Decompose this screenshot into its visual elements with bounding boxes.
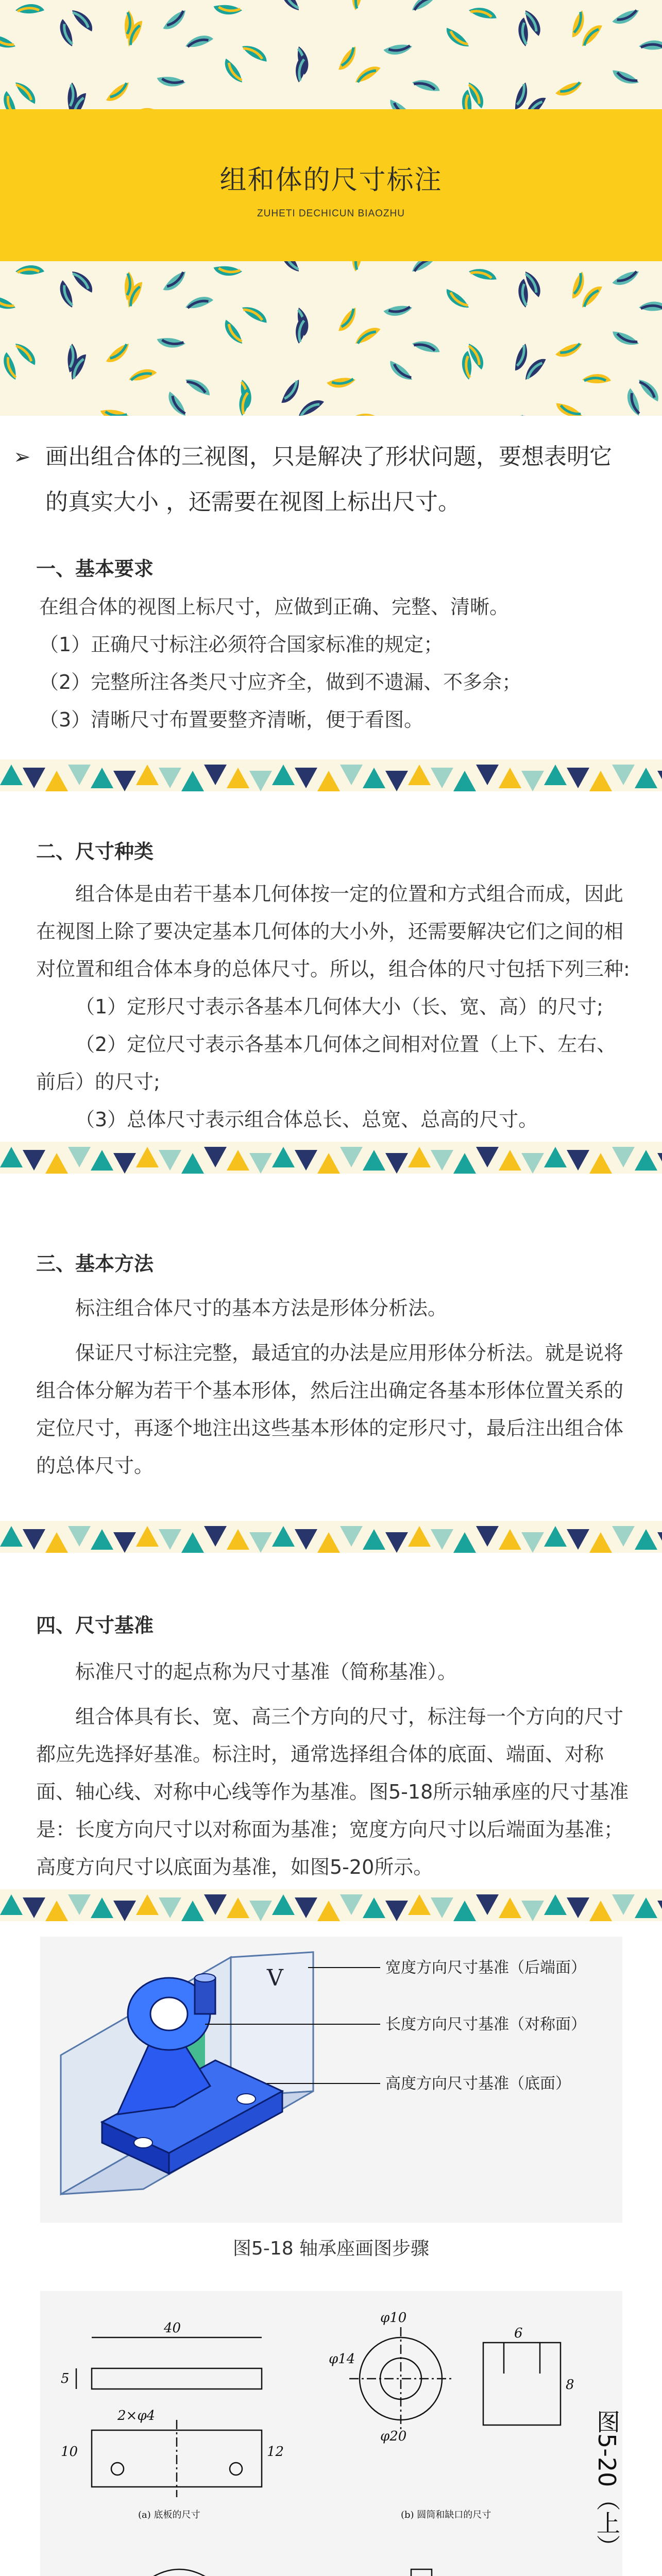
decorative-pattern-bottom (0, 261, 662, 416)
leaf-shape (241, 41, 270, 64)
triangle-shape (136, 1526, 159, 1547)
leaf-shape (13, 78, 39, 106)
triangle-shape (385, 1532, 408, 1553)
triangle-shape (113, 1532, 136, 1553)
triangle-shape (159, 768, 181, 788)
triangle-shape (612, 765, 635, 785)
triangle-shape (295, 1150, 317, 1171)
leaf-shape (336, 306, 361, 334)
triangle-shape (91, 1529, 113, 1550)
triangle-shape (181, 1532, 204, 1553)
triangle-shape (567, 1897, 589, 1918)
triangle-shape (431, 1897, 453, 1918)
dim-label: φ14 (328, 2351, 355, 2367)
triangle-shape (340, 1526, 363, 1547)
triangle-shape (340, 1147, 363, 1167)
leaf-shape (468, 4, 498, 21)
triangle-shape (249, 771, 272, 791)
dim-label: 2×φ4 (117, 2408, 155, 2424)
triangle-shape (136, 1147, 159, 1167)
triangle-shape (249, 1901, 272, 1921)
leaf-shape (0, 32, 16, 52)
triangle-shape (544, 765, 567, 785)
subfigure-caption: (a) 底板的尺寸 (138, 2510, 200, 2520)
section-paragraph: 组合体具有长、宽、高三个方向的尺寸，标注每一个方向的尺寸都应先选择好基准。标注时，通常选择组合体的底面、端面、对称面、轴心线、对称中心线等作为基准。图5-18所示轴承座的尺寸基准是：长度方向尺寸以对称面为基准；宽度方向尺寸以后端面为基准；高度方向尺寸以底面为基准，如图5-20所示。 (36, 1705, 629, 1878)
triangle-shape (45, 771, 68, 791)
section-basic-method (0, 1248, 662, 1485)
triangle-shape (204, 765, 227, 785)
leaf-shape (1, 351, 19, 382)
leaf-shape (354, 410, 385, 416)
triangle-shape (91, 1897, 113, 1918)
decorative-pattern-top (0, 0, 662, 109)
triangle-shape (657, 771, 662, 791)
triangle-shape (567, 768, 589, 788)
triangle-shape (0, 1894, 23, 1915)
triangle-shape (272, 1147, 295, 1167)
triangle-shape (227, 1897, 249, 1918)
decorative-divider (0, 1521, 662, 1553)
triangle-shape (295, 1897, 317, 1918)
triangle-shape (45, 1153, 68, 1174)
triangle-shape (499, 1529, 521, 1550)
leaf-shape (70, 267, 96, 295)
figure-dimensioning-upper (40, 2291, 622, 2576)
triangle-shape (204, 1147, 227, 1167)
triangle-pattern-icon (0, 1142, 662, 1174)
dim-label: φ10 (380, 2310, 406, 2326)
triangle-shape (431, 768, 453, 788)
leaf-shape (184, 294, 214, 311)
leaf-shape (70, 6, 96, 33)
leaf-shape (349, 261, 364, 272)
triangle-shape (91, 768, 113, 788)
intro-block (0, 416, 662, 525)
leaf-shape (0, 293, 16, 313)
triangle-shape (272, 765, 295, 785)
leaf-shape (221, 57, 245, 86)
triangle-shape (113, 1153, 136, 1174)
triangle-shape (499, 1897, 521, 1918)
subfigure-caption: (b) 圆筒和缺口的尺寸 (400, 2510, 491, 2520)
dim-label: 40 (163, 2320, 181, 2336)
section-paragraph: 标注组合体尺寸的基本方法是形体分析法。 (75, 1297, 448, 1319)
triangle-shape (204, 1894, 227, 1915)
width-datum-label: 宽度方向尺寸基准（后端面） (385, 1959, 586, 1977)
triangle-shape (499, 1150, 521, 1171)
triangle-shape (136, 765, 159, 785)
length-datum-label: 长度方向尺寸基准（对称面） (385, 2015, 586, 2033)
triangle-shape (363, 1897, 385, 1918)
leaf-shape (127, 106, 158, 109)
triangle-shape (227, 768, 249, 788)
leaf-shape (349, 0, 364, 11)
triangle-shape (181, 771, 204, 791)
leaf-shape (636, 376, 662, 403)
triangle-shape (431, 1150, 453, 1171)
triangle-shape (521, 1153, 544, 1174)
triangle-shape (159, 1897, 181, 1918)
triangle-shape (317, 1532, 340, 1553)
section-title: 四、尺寸基准 (36, 1614, 154, 1637)
section-paragraph: 标准尺寸的起点称为尺寸基准（简称基准）。 (75, 1660, 457, 1683)
decorative-divider (0, 759, 662, 791)
figure-side-label: 图5-20（上） (592, 2410, 621, 2558)
triangle-shape (567, 1150, 589, 1171)
triangle-shape (68, 1526, 91, 1547)
triangle-shape (635, 1529, 657, 1550)
leaf-shape (468, 265, 498, 282)
leaf-shape (277, 0, 301, 14)
triangle-shape (657, 1532, 662, 1553)
triangle-shape (635, 1150, 657, 1171)
triangle-shape (612, 1526, 635, 1547)
triangle-shape (453, 1153, 476, 1174)
leaf-pattern-icon (0, 0, 662, 109)
triangle-shape (68, 765, 91, 785)
triangle-shape (295, 768, 317, 788)
leaf-shape (569, 270, 588, 301)
triangle-shape (453, 1901, 476, 1921)
v-plane-mark: V (266, 1965, 283, 1991)
leaf-shape (184, 375, 213, 398)
leaf-shape (327, 377, 357, 389)
leaf-shape (582, 374, 612, 384)
leaf-shape (462, 351, 472, 380)
triangle-shape (227, 1150, 249, 1171)
leaf-shape (277, 261, 301, 275)
dim-label: 6 (514, 2326, 523, 2341)
triangle-shape (340, 1894, 363, 1915)
list-item: （2）定位尺寸表示各基本几何体之间相对位置（上下、左右、前后）的尺寸; (36, 1033, 617, 1093)
section-basic-requirements (0, 553, 662, 739)
leaf-shape (15, 265, 44, 275)
triangle-shape (589, 1901, 612, 1921)
dim-label: 8 (565, 2377, 574, 2393)
triangle-shape (181, 1901, 204, 1921)
triangle-shape (68, 1147, 91, 1167)
triangle-shape (45, 1901, 68, 1921)
decorative-divider (0, 1142, 662, 1174)
leaf-shape (57, 18, 75, 48)
leaf-shape (241, 302, 270, 326)
section-paragraph: 组合体是由若干基本几何体按一定的位置和方式组合而成，因此在视图上除了要决定基本几何体的大小外，还需要解决它们之间的相对位置和组合体本身的总体尺寸。所以，组合体的尺寸包括下列三种: (36, 883, 630, 980)
triangle-shape (657, 1901, 662, 1921)
leaf-shape (554, 341, 585, 360)
triangle-shape (385, 1901, 408, 1921)
leaf-shape (639, 301, 662, 311)
leaf-shape (409, 0, 438, 13)
triangle-shape (363, 1529, 385, 1550)
leaf-shape (518, 18, 529, 47)
leaf-shape (156, 75, 186, 89)
triangle-shape (385, 771, 408, 791)
triangle-pattern-icon (0, 1889, 662, 1921)
triangle-shape (317, 1901, 340, 1921)
triangle-shape (0, 1147, 23, 1167)
dim-label: 12 (266, 2444, 284, 2460)
leaf-shape (462, 90, 472, 109)
triangle-shape (227, 1529, 249, 1550)
triangle-shape (68, 1894, 91, 1915)
triangle-shape (589, 1153, 612, 1174)
leaf-shape (13, 340, 39, 367)
leaf-shape (554, 79, 585, 99)
triangle-shape (476, 1526, 499, 1547)
section-paragraph: 在组合体的视图上标尺寸，应做到正确、完整、清晰。 (39, 596, 510, 618)
triangle-shape (363, 768, 385, 788)
leaf-shape (383, 43, 413, 56)
triangle-shape (521, 1901, 544, 1921)
list-item: （2）完整所注各类尺寸应齐全，做到不遗漏、不多余； (39, 671, 522, 693)
leaf-shape (57, 279, 75, 310)
leaf-shape (411, 337, 442, 355)
leaf-shape (386, 359, 414, 384)
triangle-shape (476, 765, 499, 785)
triangle-shape (295, 1529, 317, 1550)
dim-label: φ20 (380, 2429, 406, 2444)
leaf-shape (99, 408, 129, 416)
triangle-shape (363, 1150, 385, 1171)
triangle-shape (249, 1532, 272, 1553)
triangle-shape (385, 1153, 408, 1174)
leaf-shape (512, 343, 531, 373)
leaf-shape (512, 81, 531, 109)
triangle-shape (272, 1894, 295, 1915)
triangle-shape (567, 1529, 589, 1550)
dimension-drawing-upper (40, 2291, 622, 2576)
triangle-shape (113, 1901, 136, 1921)
leaf-shape (518, 279, 529, 308)
triangle-shape (249, 1153, 272, 1174)
triangle-shape (408, 1147, 431, 1167)
triangle-shape (45, 1532, 68, 1553)
decorative-divider (0, 1889, 662, 1921)
section-datum (0, 1609, 662, 1886)
leaf-shape (221, 318, 245, 347)
leaf-shape (184, 33, 214, 49)
title-banner (0, 109, 662, 261)
list-item: （1）正确尺寸标注必须符合国家标准的规定； (39, 633, 444, 656)
leaf-shape (104, 341, 132, 366)
leaf-shape (383, 304, 413, 317)
leaf-shape (455, 415, 474, 416)
leaf-shape (47, 413, 76, 416)
dim-label: 5 (60, 2371, 70, 2386)
leaf-shape (610, 67, 640, 88)
triangle-shape (589, 771, 612, 791)
bearing-seat-illustration (40, 1937, 622, 2223)
triangle-shape (23, 1150, 45, 1171)
leaf-shape (161, 8, 190, 33)
triangle-shape (113, 771, 136, 791)
leaf-shape (498, 413, 528, 416)
leaf-pattern-icon (0, 261, 662, 416)
section-paragraph: 保证尺寸标注完整，最适宜的办法是应用形体分析法。就是说将组合体分解为若干个基本形体，然后注出确定各基本形体位置关系的定位尺寸，再逐个地注出这些基本形体的定形尺寸，最后注出组合体的总体尺寸。 (36, 1342, 624, 1477)
leaf-shape (336, 44, 361, 73)
triangle-shape (612, 1147, 635, 1167)
triangle-shape (204, 1526, 227, 1547)
triangle-shape (408, 1526, 431, 1547)
triangle-shape (340, 765, 363, 785)
bullet-arrow-icon: ➢ (13, 445, 31, 469)
leaf-shape (409, 261, 438, 274)
triangle-shape (159, 1150, 181, 1171)
triangle-shape (91, 1150, 113, 1171)
triangle-shape (181, 1153, 204, 1174)
section-title: 三、基本方法 (36, 1252, 154, 1275)
triangle-shape (408, 765, 431, 785)
triangle-shape (23, 1529, 45, 1550)
section-title: 一、基本要求 (36, 557, 154, 580)
triangle-shape (408, 1894, 431, 1915)
triangle-shape (544, 1526, 567, 1547)
leaf-shape (443, 286, 471, 312)
leaf-shape (624, 387, 642, 416)
leaf-shape (409, 413, 430, 416)
dim-label: 10 (60, 2444, 78, 2460)
triangle-shape (453, 771, 476, 791)
leaf-shape (9, 415, 22, 416)
leaf-shape (386, 97, 414, 109)
triangle-shape (431, 1529, 453, 1550)
leaf-shape (611, 7, 641, 27)
triangle-shape (657, 1153, 662, 1174)
triangle-shape (476, 1894, 499, 1915)
triangle-pattern-icon (0, 759, 662, 791)
triangle-shape (317, 1153, 340, 1174)
section-title: 二、尺寸种类 (36, 840, 154, 863)
leaf-shape (213, 3, 243, 16)
leaf-shape (569, 9, 588, 40)
leaf-shape (352, 324, 382, 347)
page-title: 组和体的尺寸标注 (219, 165, 443, 196)
list-item: （3）清晰尺寸布置要整齐清晰，便于看图。 (39, 708, 424, 731)
leaf-shape (104, 80, 132, 105)
section-dimension-types (0, 836, 662, 1139)
leaf-shape (443, 25, 471, 51)
leaf-shape (279, 378, 303, 406)
triangle-pattern-icon (0, 1521, 662, 1553)
height-datum-label: 高度方向尺寸基准（底面） (385, 2075, 571, 2093)
leaf-shape (1, 90, 19, 109)
figure-bearing-seat-3d (40, 1937, 622, 2223)
triangle-shape (521, 1532, 544, 1553)
triangle-shape (544, 1147, 567, 1167)
triangle-shape (317, 771, 340, 791)
leaf-shape (352, 63, 382, 86)
leaf-shape (639, 40, 662, 50)
leaf-shape (611, 268, 641, 289)
leaf-shape (553, 400, 583, 416)
triangle-shape (521, 771, 544, 791)
leaf-shape (296, 396, 326, 416)
triangle-shape (136, 1894, 159, 1915)
triangle-shape (272, 1526, 295, 1547)
triangle-shape (612, 1894, 635, 1915)
triangle-shape (635, 768, 657, 788)
list-item: （3）总体尺寸表示组合体总长、总宽、总高的尺寸。 (75, 1108, 538, 1131)
triangle-shape (635, 1897, 657, 1918)
triangle-shape (159, 1529, 181, 1550)
triangle-shape (23, 1897, 45, 1918)
list-item: （1）定形尺寸表示各基本几何体大小（长、宽、高）的尺寸; (75, 995, 603, 1018)
triangle-shape (476, 1147, 499, 1167)
leaf-shape (213, 264, 243, 278)
leaf-shape (610, 329, 640, 349)
triangle-shape (544, 1894, 567, 1915)
leaf-shape (127, 367, 158, 383)
intro-text: 画出组合体的三视图，只是解决了形状问题，要想表明它的真实大小 ，还需要在视图上标出尺寸。 (45, 444, 612, 515)
triangle-shape (589, 1532, 612, 1553)
page-subtitle: ZUHETI DECHICUN BIAOZHU (257, 208, 405, 219)
triangle-shape (453, 1532, 476, 1553)
leaf-shape (15, 4, 44, 13)
leaf-shape (156, 336, 186, 350)
leaf-shape (411, 76, 442, 94)
triangle-shape (499, 768, 521, 788)
triangle-shape (0, 1526, 23, 1547)
triangle-shape (0, 765, 23, 785)
leaf-shape (164, 390, 188, 416)
triangle-shape (23, 768, 45, 788)
leaf-shape (161, 269, 190, 294)
figure-caption: 图5-18 轴承座画图步骤 (232, 2238, 430, 2259)
